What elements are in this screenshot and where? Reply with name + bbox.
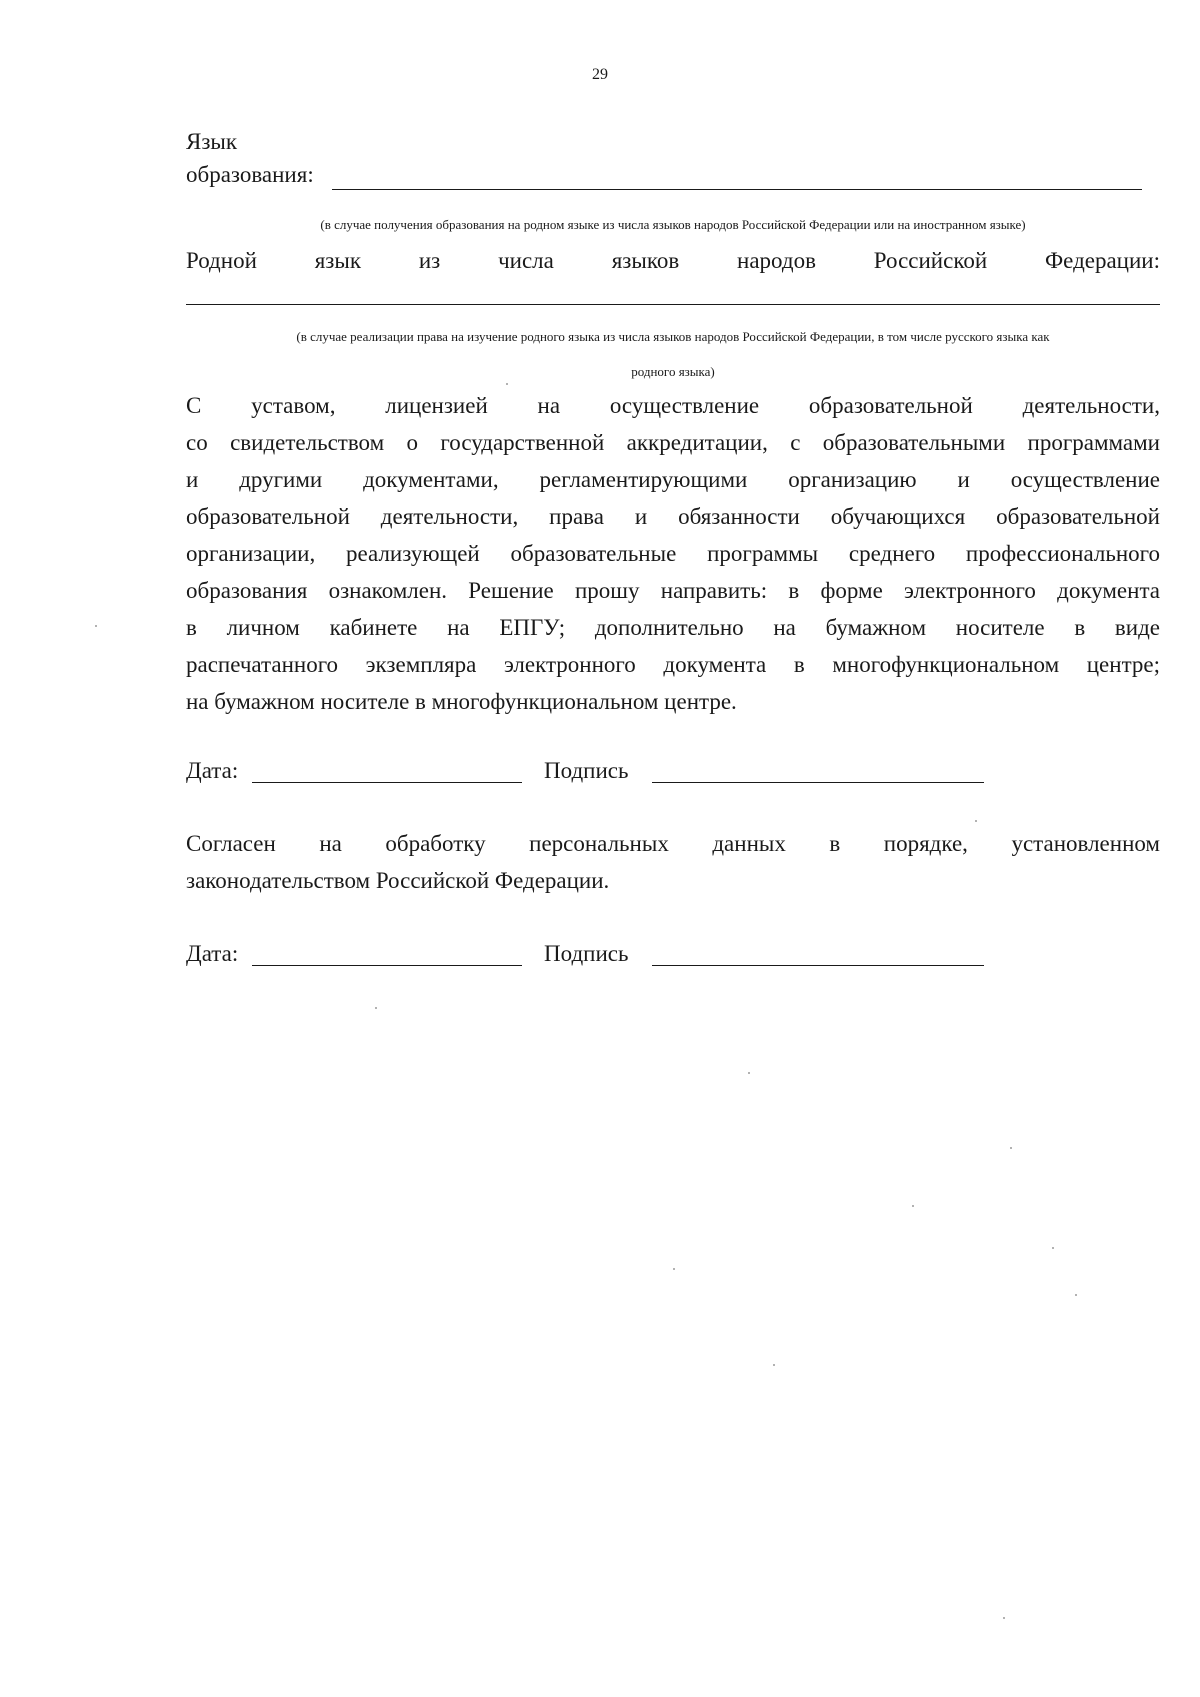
scan-speck: [1010, 1147, 1012, 1149]
page-number: 29: [592, 66, 608, 83]
scan-speck: [375, 1007, 377, 1009]
date-field-line[interactable]: [252, 965, 522, 966]
signature-field-line[interactable]: [652, 782, 984, 783]
date-label: Дата:: [186, 941, 239, 966]
signature-label: Подпись: [544, 941, 629, 966]
scan-speck: [1052, 1247, 1054, 1249]
consent-line1: Согласен на обработку персональных данных в порядке, установленном: [186, 831, 1160, 856]
acknowledgement-line: распечатанного экземпляра электронного документа в многофункциональном центре;: [186, 652, 1160, 677]
scan-speck: [912, 1205, 914, 1207]
scan-speck: [1003, 1617, 1005, 1619]
native-language-hint-line2: родного языка): [631, 364, 715, 379]
signature-label: Подпись: [544, 758, 629, 783]
date-field-line[interactable]: [252, 782, 522, 783]
education-language-hint: (в случае получения образования на родном языке из числа языков народов Российской Федерации или на иностранном языке): [320, 217, 1026, 232]
scan-speck: [506, 383, 508, 385]
native-language-label: Родной язык из числа языков народов Российской Федерации:: [186, 248, 1160, 273]
acknowledgement-last-line: на бумажном носителе в многофункциональном центре.: [186, 689, 737, 714]
education-language-field-line[interactable]: [332, 189, 1142, 190]
education-language-label-line1: Язык: [186, 129, 238, 154]
scan-speck: [975, 820, 977, 822]
scan-speck: [1075, 1294, 1077, 1296]
acknowledgement-line: организации, реализующей образовательные программы среднего профессионального: [186, 541, 1160, 566]
scan-speck: [673, 1268, 675, 1270]
acknowledgement-line: образования ознакомлен. Решение прошу направить: в форме электронного документа: [186, 578, 1160, 603]
scan-speck: [773, 1364, 775, 1366]
scan-speck: [748, 1072, 750, 1074]
acknowledgement-line: образовательной деятельности, права и обязанности обучающихся образовательной: [186, 504, 1160, 529]
acknowledgement-line: в личном кабинете на ЕПГУ; дополнительно на бумажном носителе в виде: [186, 615, 1160, 640]
signature-field-line[interactable]: [652, 965, 984, 966]
signature-row-1: [186, 756, 1006, 790]
acknowledgement-line: и другими документами, регламентирующими организацию и осуществление: [186, 467, 1160, 492]
acknowledgement-line: С уставом, лицензией на осуществление образовательной деятельности,: [186, 393, 1160, 418]
signature-row-2: [186, 939, 1006, 973]
education-language-label-line2: образования:: [186, 162, 314, 187]
native-language-field-line[interactable]: [186, 304, 1160, 305]
consent-line2: законодательством Российской Федерации.: [186, 868, 610, 893]
acknowledgement-line: со свидетельством о государственной аккредитации, с образовательными программами: [186, 430, 1160, 455]
scan-speck: [95, 625, 97, 627]
date-label: Дата:: [186, 758, 239, 783]
native-language-hint-line1: (в случае реализации права на изучение родного языка из числа языков народов Российской Федерации, в том числе русского языка как: [296, 329, 1050, 344]
